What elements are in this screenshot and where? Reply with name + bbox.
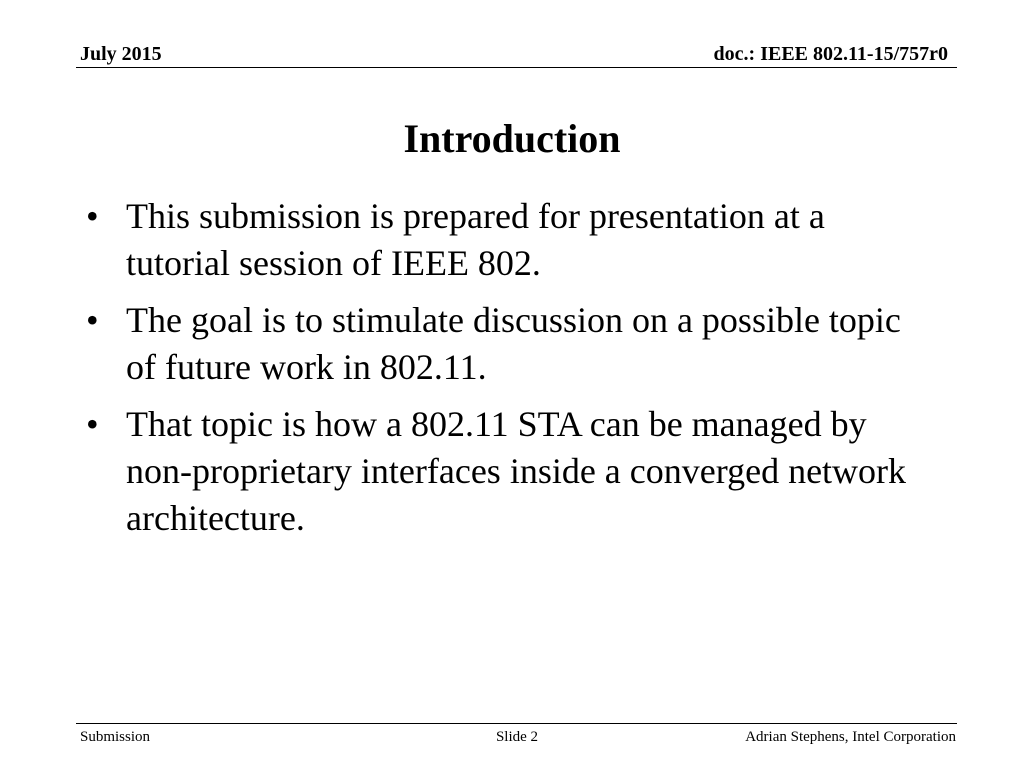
bullet-item [86,401,916,542]
bullet-icon: • [86,300,99,340]
header-divider [76,67,957,68]
bullet-list [86,193,916,552]
footer-submission: Submission [80,729,151,745]
bullet-icon: • [86,404,99,444]
bullet-text: The goal is to stimulate discussion on a possible topic of future work in 802.11. [126,300,901,387]
bullet-item [86,193,916,287]
bullet-icon: • [86,196,99,236]
footer-divider [76,723,957,724]
header-doc-id: doc.: IEEE 802.11-15/757r0 [713,43,948,65]
slide-title: Introduction [403,116,621,161]
bullet-text: This submission is prepared for presentation at a tutorial session of IEEE 802. [126,196,825,283]
footer-slide-number: Slide 2 [495,729,539,745]
bullet-text: That topic is how a 802.11 STA can be managed by non-proprietary interfaces inside a converged network architecture. [126,404,907,538]
bullet-item [86,297,916,391]
footer-author: Adrian Stephens, Intel Corporation [745,729,956,745]
header-date: July 2015 [80,43,162,65]
